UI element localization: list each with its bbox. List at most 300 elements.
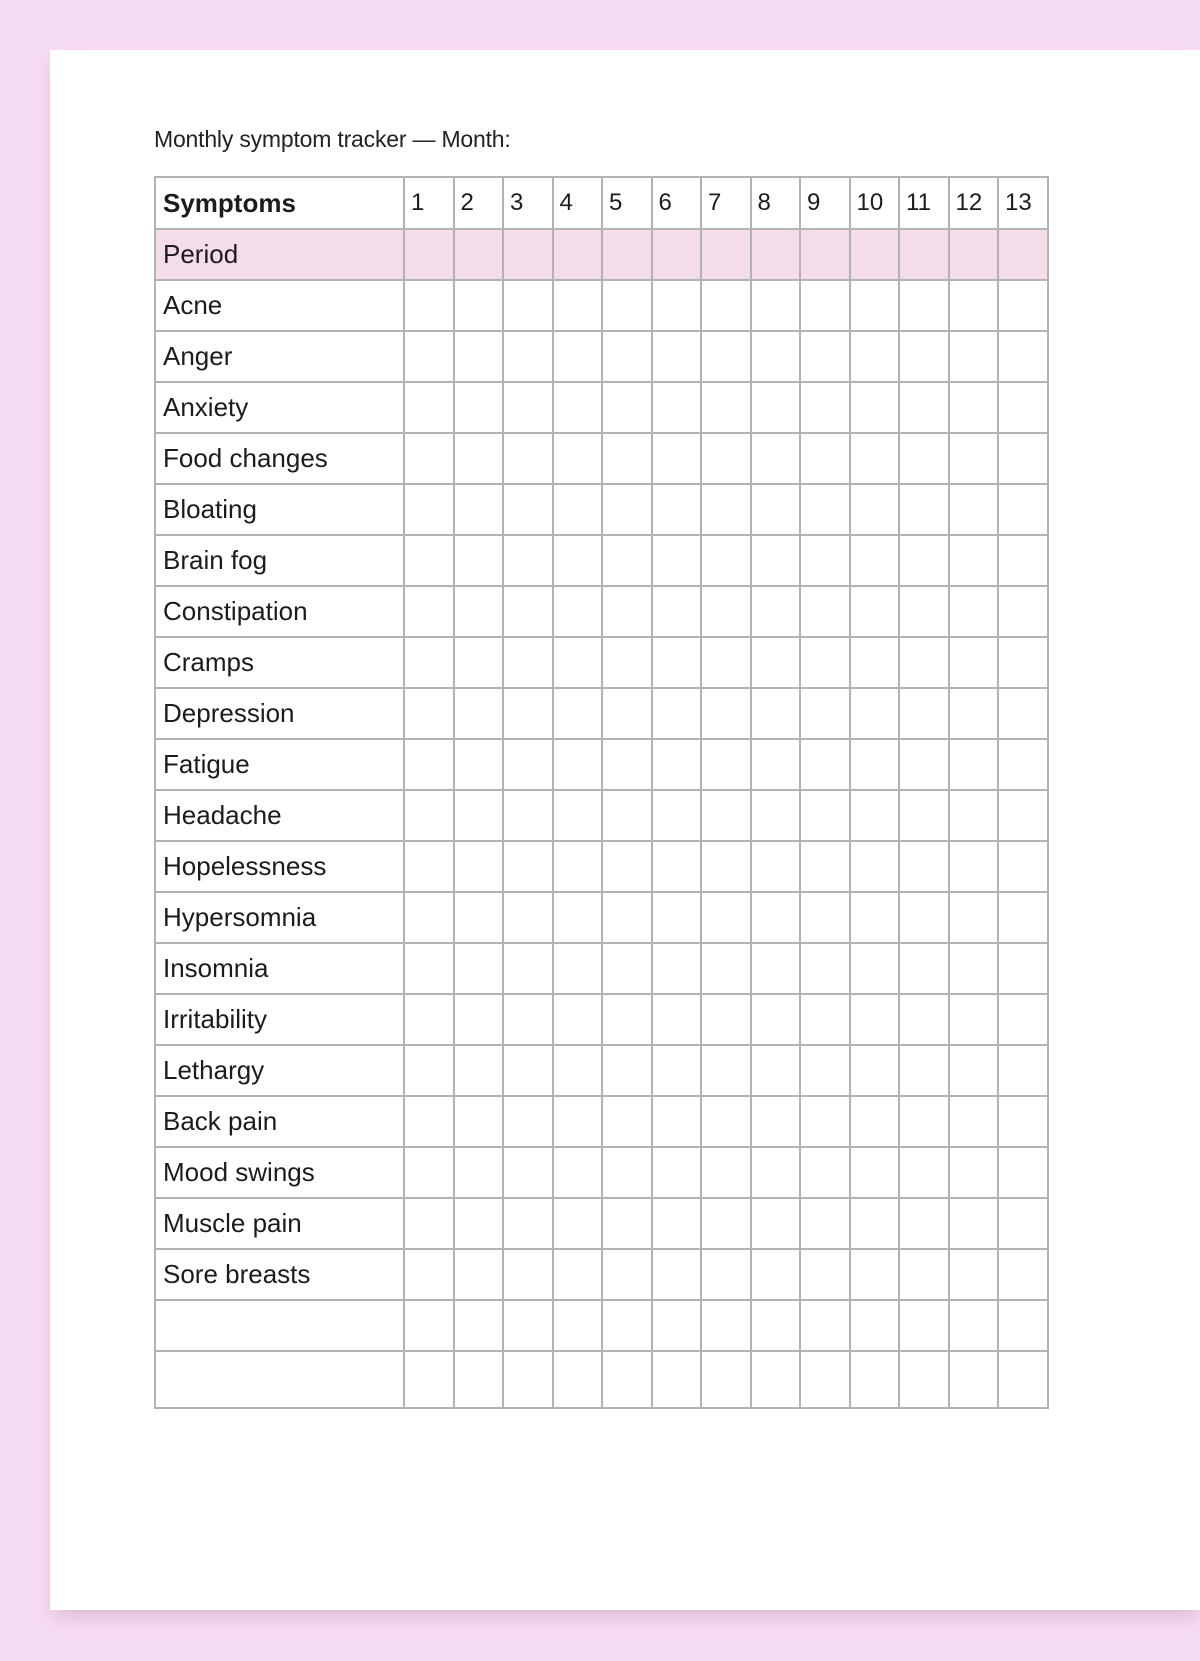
day-cell[interactable] <box>404 382 454 433</box>
day-cell[interactable] <box>899 943 949 994</box>
day-cell[interactable] <box>800 229 850 280</box>
day-cell[interactable] <box>949 229 999 280</box>
day-cell[interactable] <box>602 280 652 331</box>
day-cell[interactable] <box>652 790 702 841</box>
day-cell[interactable] <box>553 1096 603 1147</box>
day-cell[interactable] <box>949 1198 999 1249</box>
day-cell[interactable] <box>454 994 504 1045</box>
day-cell[interactable] <box>503 739 553 790</box>
day-cell[interactable] <box>404 637 454 688</box>
day-cell[interactable] <box>998 943 1048 994</box>
day-cell[interactable] <box>602 841 652 892</box>
day-cell[interactable] <box>751 739 801 790</box>
day-cell[interactable] <box>800 280 850 331</box>
day-cell[interactable] <box>454 1300 504 1351</box>
day-cell[interactable] <box>503 1147 553 1198</box>
day-cell[interactable] <box>751 1096 801 1147</box>
day-cell[interactable] <box>850 637 900 688</box>
day-cell[interactable] <box>701 1198 751 1249</box>
day-cell[interactable] <box>949 1147 999 1198</box>
day-cell[interactable] <box>602 1198 652 1249</box>
day-cell[interactable] <box>652 841 702 892</box>
day-cell[interactable] <box>800 433 850 484</box>
day-cell[interactable] <box>751 535 801 586</box>
day-cell[interactable] <box>751 484 801 535</box>
day-cell[interactable] <box>652 433 702 484</box>
day-cell[interactable] <box>701 841 751 892</box>
day-cell[interactable] <box>998 1198 1048 1249</box>
day-cell[interactable] <box>899 994 949 1045</box>
day-cell[interactable] <box>701 280 751 331</box>
day-cell[interactable] <box>454 586 504 637</box>
day-cell[interactable] <box>652 1045 702 1096</box>
day-cell[interactable] <box>800 1249 850 1300</box>
day-cell[interactable] <box>454 1198 504 1249</box>
day-cell[interactable] <box>454 637 504 688</box>
day-cell[interactable] <box>602 586 652 637</box>
day-cell[interactable] <box>850 1351 900 1408</box>
day-cell[interactable] <box>850 1249 900 1300</box>
day-cell[interactable] <box>404 1198 454 1249</box>
day-cell[interactable] <box>454 1045 504 1096</box>
day-cell[interactable] <box>701 943 751 994</box>
day-cell[interactable] <box>553 586 603 637</box>
day-cell[interactable] <box>949 586 999 637</box>
day-cell[interactable] <box>800 1045 850 1096</box>
day-cell[interactable] <box>602 1045 652 1096</box>
day-cell[interactable] <box>503 229 553 280</box>
day-cell[interactable] <box>800 382 850 433</box>
day-cell[interactable] <box>998 1096 1048 1147</box>
day-cell[interactable] <box>850 1045 900 1096</box>
day-cell[interactable] <box>553 841 603 892</box>
day-cell[interactable] <box>503 484 553 535</box>
day-cell[interactable] <box>998 994 1048 1045</box>
day-cell[interactable] <box>850 1096 900 1147</box>
day-cell[interactable] <box>751 1351 801 1408</box>
day-cell[interactable] <box>553 1147 603 1198</box>
day-cell[interactable] <box>454 484 504 535</box>
day-cell[interactable] <box>503 586 553 637</box>
day-cell[interactable] <box>949 1096 999 1147</box>
day-cell[interactable] <box>899 229 949 280</box>
day-cell[interactable] <box>652 1198 702 1249</box>
day-cell[interactable] <box>949 535 999 586</box>
day-cell[interactable] <box>751 280 801 331</box>
day-cell[interactable] <box>454 433 504 484</box>
day-cell[interactable] <box>899 688 949 739</box>
day-cell[interactable] <box>503 943 553 994</box>
day-cell[interactable] <box>404 331 454 382</box>
day-cell[interactable] <box>503 892 553 943</box>
day-cell[interactable] <box>998 331 1048 382</box>
day-cell[interactable] <box>850 841 900 892</box>
day-cell[interactable] <box>850 1300 900 1351</box>
day-cell[interactable] <box>899 1096 949 1147</box>
day-cell[interactable] <box>503 433 553 484</box>
day-cell[interactable] <box>701 790 751 841</box>
day-cell[interactable] <box>701 535 751 586</box>
day-cell[interactable] <box>652 1300 702 1351</box>
day-cell[interactable] <box>949 892 999 943</box>
day-cell[interactable] <box>949 1300 999 1351</box>
day-cell[interactable] <box>998 433 1048 484</box>
day-cell[interactable] <box>701 586 751 637</box>
day-cell[interactable] <box>652 1147 702 1198</box>
day-cell[interactable] <box>751 1198 801 1249</box>
day-cell[interactable] <box>800 535 850 586</box>
day-cell[interactable] <box>503 382 553 433</box>
day-cell[interactable] <box>751 994 801 1045</box>
day-cell[interactable] <box>404 484 454 535</box>
day-cell[interactable] <box>751 841 801 892</box>
day-cell[interactable] <box>800 943 850 994</box>
day-cell[interactable] <box>404 841 454 892</box>
day-cell[interactable] <box>503 331 553 382</box>
day-cell[interactable] <box>949 382 999 433</box>
day-cell[interactable] <box>454 1096 504 1147</box>
day-cell[interactable] <box>503 1300 553 1351</box>
day-cell[interactable] <box>800 1198 850 1249</box>
day-cell[interactable] <box>701 688 751 739</box>
day-cell[interactable] <box>701 892 751 943</box>
day-cell[interactable] <box>949 994 999 1045</box>
day-cell[interactable] <box>751 1147 801 1198</box>
day-cell[interactable] <box>454 535 504 586</box>
day-cell[interactable] <box>503 1045 553 1096</box>
day-cell[interactable] <box>899 280 949 331</box>
day-cell[interactable] <box>602 229 652 280</box>
day-cell[interactable] <box>998 1351 1048 1408</box>
day-cell[interactable] <box>701 1096 751 1147</box>
day-cell[interactable] <box>404 229 454 280</box>
day-cell[interactable] <box>949 739 999 790</box>
day-cell[interactable] <box>899 535 949 586</box>
day-cell[interactable] <box>404 1249 454 1300</box>
day-cell[interactable] <box>652 994 702 1045</box>
day-cell[interactable] <box>800 841 850 892</box>
day-cell[interactable] <box>998 382 1048 433</box>
day-cell[interactable] <box>701 994 751 1045</box>
day-cell[interactable] <box>998 1147 1048 1198</box>
day-cell[interactable] <box>850 229 900 280</box>
day-cell[interactable] <box>850 331 900 382</box>
day-cell[interactable] <box>949 943 999 994</box>
day-cell[interactable] <box>701 331 751 382</box>
day-cell[interactable] <box>404 943 454 994</box>
symptom-label[interactable] <box>155 1351 404 1408</box>
day-cell[interactable] <box>602 688 652 739</box>
day-cell[interactable] <box>454 841 504 892</box>
day-cell[interactable] <box>602 790 652 841</box>
day-cell[interactable] <box>800 1351 850 1408</box>
day-cell[interactable] <box>800 1096 850 1147</box>
day-cell[interactable] <box>404 1351 454 1408</box>
day-cell[interactable] <box>998 637 1048 688</box>
day-cell[interactable] <box>899 331 949 382</box>
day-cell[interactable] <box>503 841 553 892</box>
day-cell[interactable] <box>850 1147 900 1198</box>
day-cell[interactable] <box>998 229 1048 280</box>
day-cell[interactable] <box>454 892 504 943</box>
day-cell[interactable] <box>850 382 900 433</box>
day-cell[interactable] <box>404 739 454 790</box>
day-cell[interactable] <box>949 790 999 841</box>
day-cell[interactable] <box>602 1300 652 1351</box>
day-cell[interactable] <box>454 790 504 841</box>
day-cell[interactable] <box>454 280 504 331</box>
day-cell[interactable] <box>454 739 504 790</box>
day-cell[interactable] <box>602 892 652 943</box>
day-cell[interactable] <box>899 586 949 637</box>
day-cell[interactable] <box>602 943 652 994</box>
day-cell[interactable] <box>751 1249 801 1300</box>
day-cell[interactable] <box>751 229 801 280</box>
day-cell[interactable] <box>800 739 850 790</box>
day-cell[interactable] <box>800 1300 850 1351</box>
day-cell[interactable] <box>899 841 949 892</box>
day-cell[interactable] <box>652 943 702 994</box>
day-cell[interactable] <box>800 331 850 382</box>
day-cell[interactable] <box>454 943 504 994</box>
day-cell[interactable] <box>998 892 1048 943</box>
day-cell[interactable] <box>553 739 603 790</box>
day-cell[interactable] <box>503 535 553 586</box>
day-cell[interactable] <box>602 1096 652 1147</box>
day-cell[interactable] <box>503 688 553 739</box>
day-cell[interactable] <box>701 433 751 484</box>
day-cell[interactable] <box>404 280 454 331</box>
day-cell[interactable] <box>899 1249 949 1300</box>
day-cell[interactable] <box>800 1147 850 1198</box>
day-cell[interactable] <box>751 586 801 637</box>
day-cell[interactable] <box>998 739 1048 790</box>
day-cell[interactable] <box>800 586 850 637</box>
day-cell[interactable] <box>553 1045 603 1096</box>
day-cell[interactable] <box>850 484 900 535</box>
day-cell[interactable] <box>850 739 900 790</box>
day-cell[interactable] <box>404 790 454 841</box>
day-cell[interactable] <box>701 637 751 688</box>
day-cell[interactable] <box>652 484 702 535</box>
day-cell[interactable] <box>751 382 801 433</box>
day-cell[interactable] <box>404 1096 454 1147</box>
day-cell[interactable] <box>602 331 652 382</box>
day-cell[interactable] <box>503 280 553 331</box>
day-cell[interactable] <box>652 229 702 280</box>
day-cell[interactable] <box>899 790 949 841</box>
day-cell[interactable] <box>652 739 702 790</box>
day-cell[interactable] <box>454 382 504 433</box>
day-cell[interactable] <box>553 1300 603 1351</box>
day-cell[interactable] <box>998 790 1048 841</box>
day-cell[interactable] <box>800 790 850 841</box>
day-cell[interactable] <box>998 841 1048 892</box>
day-cell[interactable] <box>701 484 751 535</box>
day-cell[interactable] <box>899 484 949 535</box>
day-cell[interactable] <box>404 586 454 637</box>
day-cell[interactable] <box>751 1300 801 1351</box>
day-cell[interactable] <box>602 994 652 1045</box>
day-cell[interactable] <box>652 892 702 943</box>
day-cell[interactable] <box>454 1351 504 1408</box>
day-cell[interactable] <box>553 382 603 433</box>
day-cell[interactable] <box>602 739 652 790</box>
day-cell[interactable] <box>850 586 900 637</box>
day-cell[interactable] <box>652 535 702 586</box>
day-cell[interactable] <box>751 892 801 943</box>
day-cell[interactable] <box>553 1351 603 1408</box>
day-cell[interactable] <box>652 688 702 739</box>
day-cell[interactable] <box>949 688 999 739</box>
day-cell[interactable] <box>949 433 999 484</box>
day-cell[interactable] <box>850 1198 900 1249</box>
day-cell[interactable] <box>602 1147 652 1198</box>
day-cell[interactable] <box>800 892 850 943</box>
day-cell[interactable] <box>454 688 504 739</box>
day-cell[interactable] <box>850 688 900 739</box>
day-cell[interactable] <box>602 1249 652 1300</box>
day-cell[interactable] <box>998 484 1048 535</box>
day-cell[interactable] <box>850 433 900 484</box>
day-cell[interactable] <box>652 1096 702 1147</box>
day-cell[interactable] <box>652 382 702 433</box>
day-cell[interactable] <box>949 280 999 331</box>
day-cell[interactable] <box>800 688 850 739</box>
day-cell[interactable] <box>751 1045 801 1096</box>
day-cell[interactable] <box>800 484 850 535</box>
day-cell[interactable] <box>899 433 949 484</box>
day-cell[interactable] <box>553 994 603 1045</box>
day-cell[interactable] <box>652 331 702 382</box>
day-cell[interactable] <box>404 1147 454 1198</box>
day-cell[interactable] <box>404 892 454 943</box>
day-cell[interactable] <box>454 331 504 382</box>
day-cell[interactable] <box>949 331 999 382</box>
day-cell[interactable] <box>553 892 603 943</box>
day-cell[interactable] <box>553 688 603 739</box>
day-cell[interactable] <box>553 1198 603 1249</box>
day-cell[interactable] <box>404 1045 454 1096</box>
day-cell[interactable] <box>701 1300 751 1351</box>
day-cell[interactable] <box>899 1198 949 1249</box>
day-cell[interactable] <box>503 1249 553 1300</box>
day-cell[interactable] <box>503 637 553 688</box>
day-cell[interactable] <box>949 1045 999 1096</box>
day-cell[interactable] <box>652 280 702 331</box>
day-cell[interactable] <box>751 637 801 688</box>
day-cell[interactable] <box>899 1045 949 1096</box>
day-cell[interactable] <box>503 1096 553 1147</box>
day-cell[interactable] <box>602 382 652 433</box>
day-cell[interactable] <box>503 1351 553 1408</box>
day-cell[interactable] <box>850 892 900 943</box>
day-cell[interactable] <box>949 484 999 535</box>
day-cell[interactable] <box>899 739 949 790</box>
day-cell[interactable] <box>701 1147 751 1198</box>
day-cell[interactable] <box>454 1147 504 1198</box>
day-cell[interactable] <box>652 1351 702 1408</box>
day-cell[interactable] <box>850 943 900 994</box>
day-cell[interactable] <box>553 433 603 484</box>
day-cell[interactable] <box>998 1045 1048 1096</box>
day-cell[interactable] <box>998 280 1048 331</box>
day-cell[interactable] <box>652 637 702 688</box>
day-cell[interactable] <box>998 688 1048 739</box>
day-cell[interactable] <box>949 1249 999 1300</box>
day-cell[interactable] <box>701 739 751 790</box>
day-cell[interactable] <box>751 790 801 841</box>
day-cell[interactable] <box>701 382 751 433</box>
day-cell[interactable] <box>899 1351 949 1408</box>
day-cell[interactable] <box>949 841 999 892</box>
day-cell[interactable] <box>899 637 949 688</box>
day-cell[interactable] <box>701 1351 751 1408</box>
day-cell[interactable] <box>602 535 652 586</box>
day-cell[interactable] <box>404 433 454 484</box>
day-cell[interactable] <box>899 892 949 943</box>
day-cell[interactable] <box>553 637 603 688</box>
day-cell[interactable] <box>553 943 603 994</box>
day-cell[interactable] <box>899 382 949 433</box>
day-cell[interactable] <box>553 790 603 841</box>
day-cell[interactable] <box>998 535 1048 586</box>
day-cell[interactable] <box>701 1249 751 1300</box>
symptom-label[interactable] <box>155 1300 404 1351</box>
day-cell[interactable] <box>404 688 454 739</box>
day-cell[interactable] <box>701 229 751 280</box>
day-cell[interactable] <box>503 790 553 841</box>
day-cell[interactable] <box>454 229 504 280</box>
day-cell[interactable] <box>602 433 652 484</box>
day-cell[interactable] <box>998 1249 1048 1300</box>
day-cell[interactable] <box>800 994 850 1045</box>
day-cell[interactable] <box>553 280 603 331</box>
day-cell[interactable] <box>652 1249 702 1300</box>
day-cell[interactable] <box>602 637 652 688</box>
day-cell[interactable] <box>850 790 900 841</box>
day-cell[interactable] <box>602 1351 652 1408</box>
day-cell[interactable] <box>998 586 1048 637</box>
day-cell[interactable] <box>454 1249 504 1300</box>
day-cell[interactable] <box>553 229 603 280</box>
day-cell[interactable] <box>553 484 603 535</box>
day-cell[interactable] <box>800 637 850 688</box>
day-cell[interactable] <box>503 1198 553 1249</box>
day-cell[interactable] <box>949 637 999 688</box>
day-cell[interactable] <box>553 331 603 382</box>
day-cell[interactable] <box>404 994 454 1045</box>
day-cell[interactable] <box>751 331 801 382</box>
day-cell[interactable] <box>899 1147 949 1198</box>
day-cell[interactable] <box>751 688 801 739</box>
day-cell[interactable] <box>751 433 801 484</box>
day-cell[interactable] <box>404 535 454 586</box>
day-cell[interactable] <box>503 994 553 1045</box>
day-cell[interactable] <box>850 280 900 331</box>
day-cell[interactable] <box>553 1249 603 1300</box>
day-cell[interactable] <box>949 1351 999 1408</box>
day-cell[interactable] <box>553 535 603 586</box>
day-cell[interactable] <box>850 535 900 586</box>
day-cell[interactable] <box>602 484 652 535</box>
day-cell[interactable] <box>652 586 702 637</box>
day-cell[interactable] <box>850 994 900 1045</box>
day-cell[interactable] <box>701 1045 751 1096</box>
day-cell[interactable] <box>404 1300 454 1351</box>
day-cell[interactable] <box>751 943 801 994</box>
day-cell[interactable] <box>899 1300 949 1351</box>
